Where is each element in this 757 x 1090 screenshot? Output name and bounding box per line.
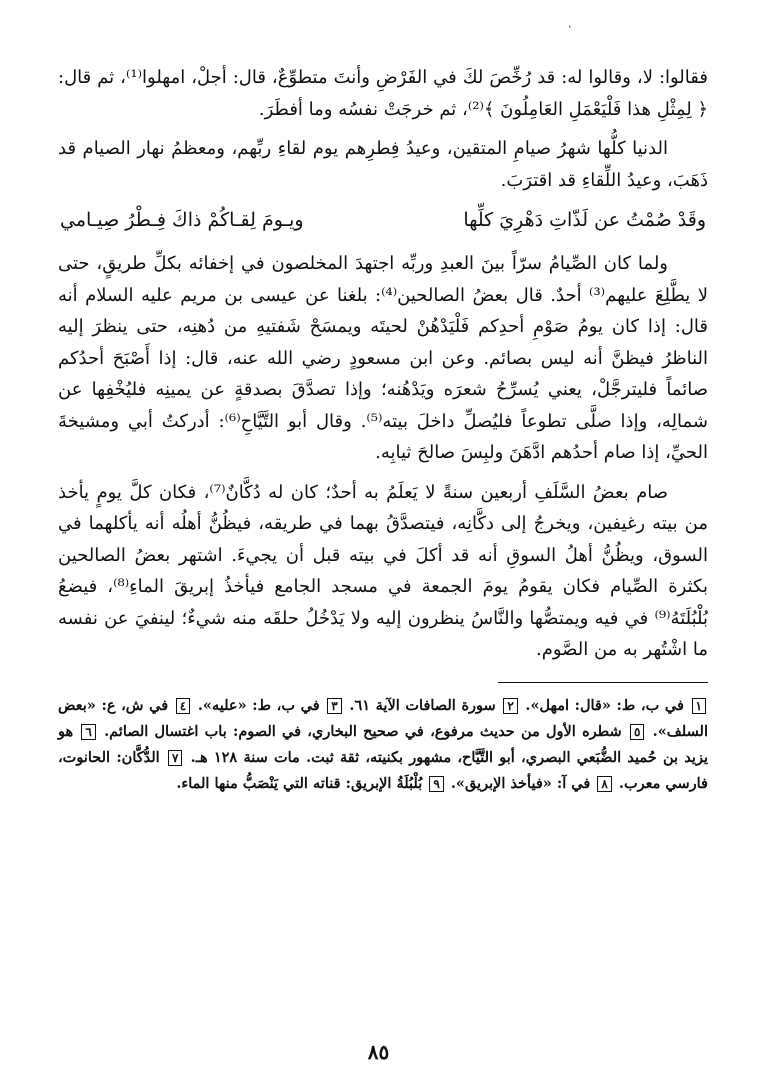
verse-second-hemistich: ويـومَ لِقـاكُمْ ذاكَ فِـطْرُ صِيـامي [60,209,304,231]
verse-first-hemistich: وقَدْ صُمْتُ عن لَذّاتِ دَهْرِيَ كلِّها [463,209,706,231]
footnote-number: ٣ [327,698,341,714]
footnote-text: شطره الأول من حديث مرفوع، في صحيح البخاري، في الصوم: باب اغتسال الصائم. [104,722,622,740]
poetry-verse [58,204,708,236]
footnote-text: الدُّكَّان: الحانوت، فارسي معرب. [58,748,708,792]
footnote-number: ٨ [597,776,611,792]
footnote-number: ٩ [429,776,443,792]
footnote-separator [498,682,708,683]
footnote [525,697,708,714]
paragraph: الدنيا كلُّها شهرُ صيامِ المتقين، وعيدُ فِطرِهم يوم لقاءِ ربِّهم، ومعظمُ نهار الصيام قد ذَهَبَ، وعيدُ اللِّقاءِ قد اقترَبَ. [58,138,708,191]
paragraph: فقالوا: لا، وقالوا له: قد رُخِّصَ لكَ في الفَرْضِ وأنتَ متطوِّعٌ، قال: أجلْ، امهلوا⁽¹⁾، ثم قال: ﴿ لِمِثْلِ هذا فَلْيَعْمَلِ العَامِلُونَ ﴾⁽²⁾، ثم خرجَتْ نفسُه وما أفطَرَ. [58,67,708,120]
footnotes [58,693,708,797]
footnote-text: هو يزيد بن حُميد الضُّبَعي البصري، أبو التَّيَّاح، مشهور بكنيته، ثقة ثبت. مات سنة ١٢٨ هـ. [58,722,708,766]
footnote [349,697,519,714]
page-body [58,62,708,797]
footnote-number: ٦ [81,724,95,740]
paragraph: صام بعضُ السَّلَفِ أربعين سنةً لا يَعلَمُ به أحدٌ؛ كان له دُكَّانٌ⁽⁷⁾، فكان كلَّ يومٍ يأخذ من بيته رغيفين، ويخرجُ إلى دكَّانِه، فيتصدَّقُ بهما في طريقه، فيظُنُّ أهلُه أنه يأكلهما في السوق، ويظُنُّ أهلُ السوقِ أنه قد أكلَ في بيته قبل أن يجيءَ. اشتهر بعضُ الصالحين بكثرة الصِّيام فكان يقومُ يومَ الجمعة في مسجد الجامع فيأخذُ إبريقَ الماءِ⁽⁸⁾، فيضعُ بُلْبُلَتَهُ⁽⁹⁾ في فيه ويمتصُّها والنَّاسُ ينظرون إليه ولا يَدْخُلُ حلقَه منه شيءٌ؛ لينفيَ عن نفسه ما اشْتُهر به من الصَّوم. [58,481,708,660]
footnote-number: ٤ [176,698,190,714]
page-number: ٨٥ [367,1040,390,1064]
footnote-number: ٢ [503,698,517,714]
footnote-text: في ش، ع: «بعض السلف». [58,696,708,740]
footnote-number: ٧ [168,750,182,766]
footnote [198,697,344,714]
footnote [176,775,445,792]
footnote [451,775,614,792]
footnote-number: ١ [692,698,706,714]
footnote [104,723,646,740]
footnote-number: ٥ [630,724,644,740]
footnote-text: في ب، ط: «قال: امهل». [525,696,684,714]
footnote-text: في آ: «فيأخذ الإبريق». [450,774,591,792]
footnote-text: سورة الصافات الآية ٦١. [349,696,496,714]
paragraph: ولما كان الصِّيامُ سرّاً بينَ العبدِ وربِّه اجتهدَ المخلصون في إخفائه بكلِّ طريقٍ، حتى لا يطَّلِعَ عليهم⁽³⁾ أحدٌ. قال بعضُ الصالحين⁽⁴⁾: بلغنا عن عيسى بن مريم عليه السلام أنه قال: إذا كان يومُ صَوْمِ أحدِكم فَلْيَدْهُنْ لحيتَه ويمسَحْ شَفتيهِ من دُهنِه، حتى ينظرَ إليه الناظرُ فيظنَّ أنه ليس بصائم. وعن ابن مسعودٍ رضي الله عنه، قال: إذا أَصْبَحَ أحدُكم صائماً فليترجَّلْ، يعني يُسرِّحُ شعرَه ويَدْهُنه؛ وإذا تصدَّقَ بصدقةٍ عن يمينِه فليُخْفِها عن شمالِه، وإذا صلَّى تطوعاً فليُصلِّ داخلَ بيته⁽⁵⁾. وقال أبو التَّيَّاحِ⁽⁶⁾: أدركتُ أبي ومشيخةَ الحيِّ، إذا صام أحدُهم ادَّهَنَ ولبِسَ صالحَ ثيابِه. [58,253,708,463]
footnote-text: بُلْبُلَةُ الإبريق: قناته التي يَنْصَبُّ منها الماء. [176,774,423,792]
footnote-text: في ب، ط: «عليه». [197,696,320,714]
